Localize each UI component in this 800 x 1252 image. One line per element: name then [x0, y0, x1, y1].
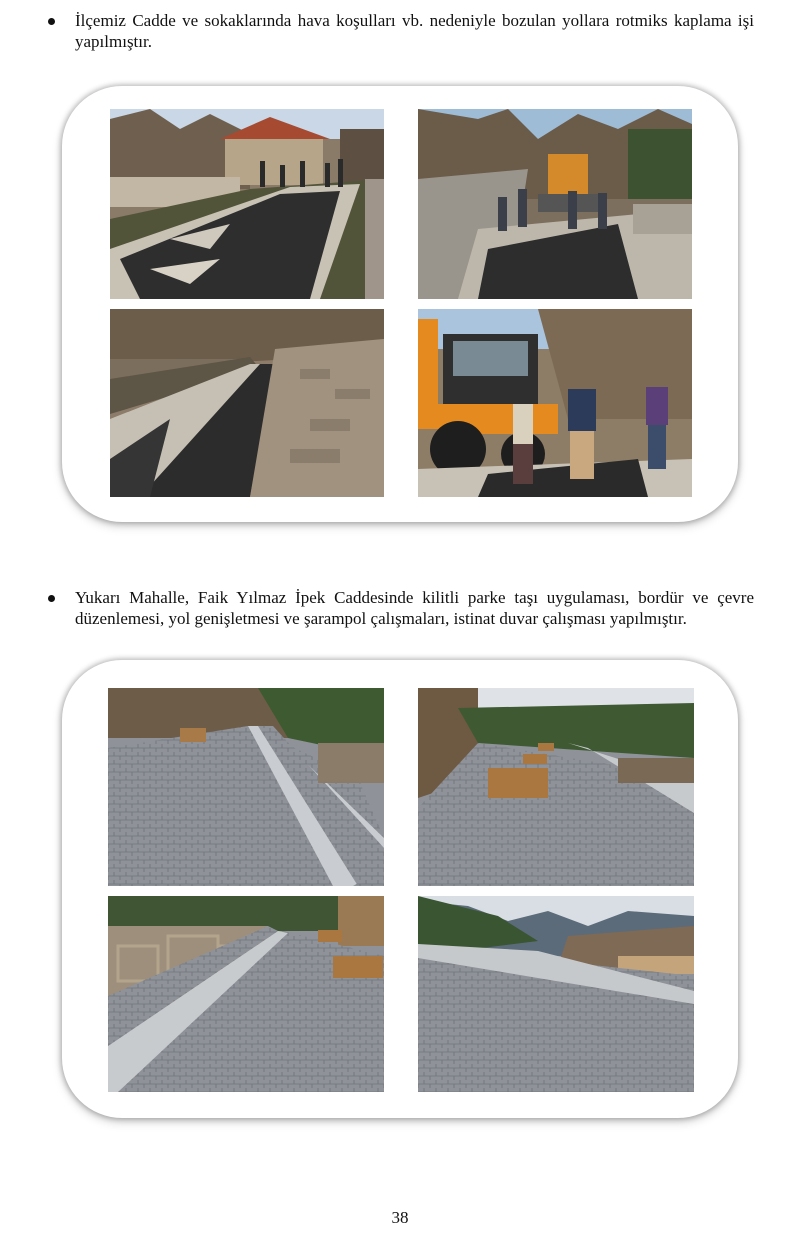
photo-panel-1 — [62, 86, 738, 522]
photo-paved-road-with-curb — [108, 688, 384, 886]
photo-paved-road-mountain-view — [418, 896, 694, 1092]
bullet-icon — [48, 18, 55, 25]
bullet-item-1 — [40, 10, 754, 52]
page-number: 38 — [391, 1208, 409, 1227]
photo-backhoe-and-workers-asphalt — [418, 309, 692, 497]
photo-asphalt-road-village-house — [110, 109, 384, 299]
photo-panel-2 — [62, 660, 738, 1118]
photo-asphalt-road-stone-wall — [110, 309, 384, 497]
paragraph-text: Yukarı Mahalle, Faik Yılmaz İpek Caddesinde kilitli parke taşı uygulaması, bordür ve çevre düzenlemesi, yol genişletmesi ve şarampol çalışmaları, istinat duvar çalışması yapılmıştır. — [75, 588, 754, 628]
paragraph-text: İlçemiz Cadde ve sokaklarında hava koşulları vb. nedeniyle bozulan yollara rotmiks kaplama işi yapılmıştır. — [75, 11, 754, 51]
photo-paved-road-construction-site — [108, 896, 384, 1092]
photo-workers-with-backhoe — [418, 109, 692, 299]
bullet-icon — [48, 595, 55, 602]
bullet-item-2 — [40, 587, 754, 629]
photo-paved-road-with-pallets — [418, 688, 694, 886]
